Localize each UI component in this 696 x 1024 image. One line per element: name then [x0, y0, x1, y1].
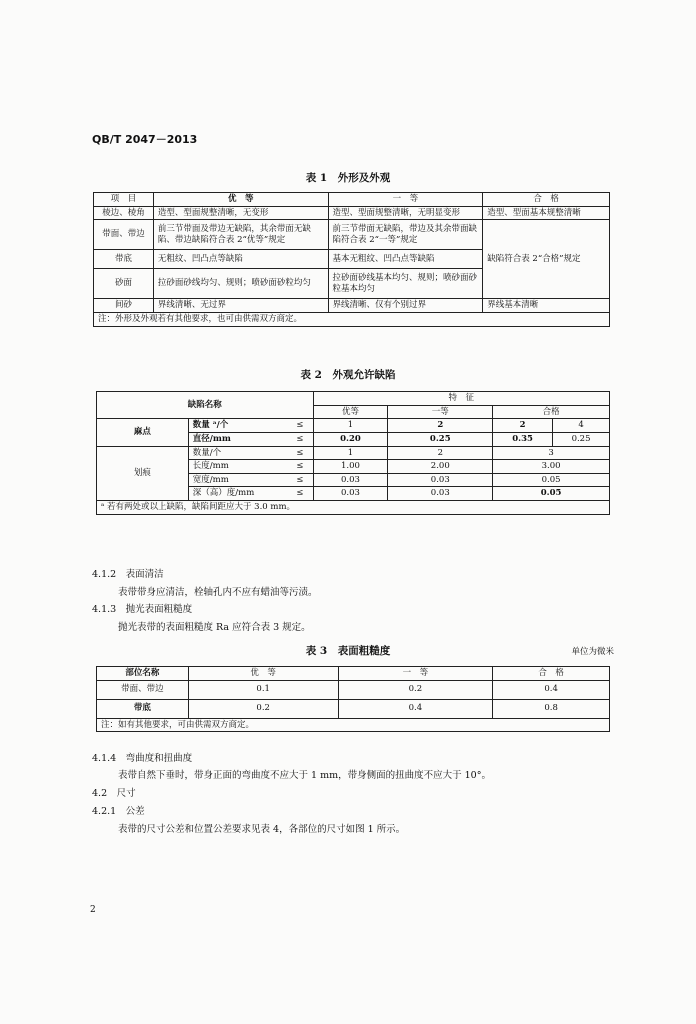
table-note-row [94, 312, 610, 326]
le-symbol: ≤ [287, 419, 313, 433]
table-cell: 2 [388, 446, 493, 460]
section-4-1-2-body: 表带带身应清洁，栓轴孔内不应有蜡油等污渍。 [118, 587, 318, 598]
table-cell: 2 [493, 419, 553, 433]
table-cell: 前三节带面无缺陷，带边及其余带面缺陷符合表 2“一等”规定 [328, 220, 483, 250]
table2-defect-header: 缺陷名称 [97, 392, 314, 419]
table2-row-label: 深（高）度/mm [188, 487, 287, 501]
section-4-1-2-title: 4.1.2 表面清洁 [92, 569, 164, 580]
table-cell: 拉砂面砂线基本均匀、规则；喷砂面砂粒基本均匀 [328, 269, 483, 299]
table2-group-name: 麻点 [97, 419, 189, 446]
table3-caption: 表 3 表面粗糙度 [305, 645, 391, 657]
table-cell: 带底 [97, 699, 189, 718]
table-cell: 0.25 [553, 432, 610, 446]
table-row [94, 220, 610, 250]
table-cell: 0.35 [493, 432, 553, 446]
table-cell: 0.03 [388, 487, 493, 501]
table-cell: 造型、型面规整清晰，无变形 [153, 206, 328, 220]
table2 [96, 391, 610, 515]
table-cell: 1 [313, 446, 388, 460]
table2-row-label: 宽度/mm [188, 473, 287, 487]
table3-header: 合 格 [493, 667, 610, 681]
table-cell: 带面、带边 [97, 680, 189, 699]
standard-code: QB/T 2047－2013 [92, 133, 198, 146]
table-cell: 0.8 [493, 699, 610, 718]
table3-note: 注：如有其他要求，可由供需双方商定。 [97, 718, 610, 732]
table-cell: 1 [313, 419, 388, 433]
table-row [97, 699, 610, 718]
table-cell: 造型、型面基本规整清晰 [483, 206, 610, 220]
le-symbol: ≤ [287, 487, 313, 501]
table2-group-name: 划痕 [97, 446, 189, 501]
table-note-row [97, 501, 610, 515]
table-cell: 1.00 [313, 460, 388, 474]
table1 [93, 192, 610, 327]
table-cell: 界线清晰、无过界 [153, 299, 328, 313]
table1-header: 优 等 [153, 193, 328, 207]
table3-header: 部位名称 [97, 667, 189, 681]
table-cell: 0.2 [188, 699, 338, 718]
table-cell: 前三节带面及带边无缺陷，其余带面无缺陷、带边缺陷符合表 2“优等”规定 [153, 220, 328, 250]
table-cell: 拉砂面砂线均匀、规则；喷砂面砂粒均匀 [153, 269, 328, 299]
table-cell: 缺陷符合表 2“合格”规定 [483, 220, 610, 299]
table-cell: 界线基本清晰 [483, 299, 610, 313]
table-row [97, 419, 610, 433]
table2-feature-header: 特 征 [313, 392, 609, 406]
table2-row-label: 长度/mm [188, 460, 287, 474]
table3-header: 优 等 [188, 667, 338, 681]
le-symbol: ≤ [287, 460, 313, 474]
section-4-2-1-body: 表带的尺寸公差和位置公差要求见表 4，各部位的尺寸如图 1 所示。 [118, 824, 406, 835]
table-note-row [97, 718, 610, 732]
le-symbol: ≤ [287, 432, 313, 446]
table-row [97, 680, 610, 699]
section-4-2-title: 4.2 尺寸 [92, 788, 136, 799]
table-cell: 2 [388, 419, 493, 433]
table1-note: 注：外形及外观若有其他要求，也可由供需双方商定。 [94, 312, 610, 326]
table-cell: 0.05 [493, 473, 610, 487]
table2-grade-header: 合格 [493, 405, 610, 419]
table3-unit: 单位为微米 [571, 647, 614, 657]
table2-row-label: 数量/个 [188, 446, 287, 460]
table2-header-row [97, 392, 610, 406]
table-cell: 0.03 [388, 473, 493, 487]
table-cell: 基本无粗纹、凹凸点等缺陷 [328, 250, 483, 269]
table-row [97, 446, 610, 460]
table-cell: 带面、带边 [94, 220, 154, 250]
table-row [94, 299, 610, 313]
table1-header: 合 格 [483, 193, 610, 207]
table2-grade-header: 一等 [388, 405, 493, 419]
table-cell: 界线清晰、仅有个别过界 [328, 299, 483, 313]
table-cell: 无粗纹、凹凸点等缺陷 [153, 250, 328, 269]
table-cell: 0.20 [313, 432, 388, 446]
table2-footnote: ᵃ 若有两处或以上缺陷，缺陷间距应大于 3.0 mm。 [97, 501, 610, 515]
section-4-2-1-title: 4.2.1 公差 [92, 806, 145, 817]
table-cell: 0.4 [493, 680, 610, 699]
section-4-1-4-body: 表带自然下垂时，带身正面的弯曲度不应大于 1 mm，带身侧面的扭曲度不应大于 10°。 [118, 770, 491, 781]
table1-header: 项 目 [94, 193, 154, 207]
table-cell: 0.2 [338, 680, 493, 699]
section-4-1-3-body: 抛光表带的表面粗糙度 Ra 应符合表 3 规定。 [118, 622, 311, 633]
table-cell: 0.4 [338, 699, 493, 718]
table-cell: 3 [493, 446, 610, 460]
le-symbol: ≤ [287, 446, 313, 460]
table1-caption: 表 1 外形及外观 [305, 172, 391, 184]
table-cell: 0.25 [388, 432, 493, 446]
table-cell: 间砂 [94, 299, 154, 313]
section-4-1-3-title: 4.1.3 抛光表面粗糙度 [92, 604, 193, 615]
table-cell: 0.03 [313, 487, 388, 501]
table-cell: 砂面 [94, 269, 154, 299]
table2-grade-header: 优等 [313, 405, 388, 419]
table-cell: 4 [553, 419, 610, 433]
table2-row-label: 直径/mm [188, 432, 287, 446]
table2-row-label: 数量 ᵃ/个 [188, 419, 287, 433]
table-cell: 带底 [94, 250, 154, 269]
table1-header-row [94, 193, 610, 207]
page-number: 2 [90, 905, 96, 915]
table-row [94, 206, 610, 220]
table3-header-row [97, 667, 610, 681]
table3 [96, 666, 610, 732]
table-cell: 棱边、棱角 [94, 206, 154, 220]
table3-header: 一 等 [338, 667, 493, 681]
table1-header: 一 等 [328, 193, 483, 207]
table-cell: 2.00 [388, 460, 493, 474]
table-cell: 0.05 [493, 487, 610, 501]
table2-caption: 表 2 外观允许缺陷 [300, 369, 396, 381]
section-4-1-4-title: 4.1.4 弯曲度和扭曲度 [92, 753, 193, 764]
table-cell: 0.1 [188, 680, 338, 699]
table-cell: 3.00 [493, 460, 610, 474]
le-symbol: ≤ [287, 473, 313, 487]
table-cell: 造型、型面规整清晰，无明显变形 [328, 206, 483, 220]
table-cell: 0.03 [313, 473, 388, 487]
